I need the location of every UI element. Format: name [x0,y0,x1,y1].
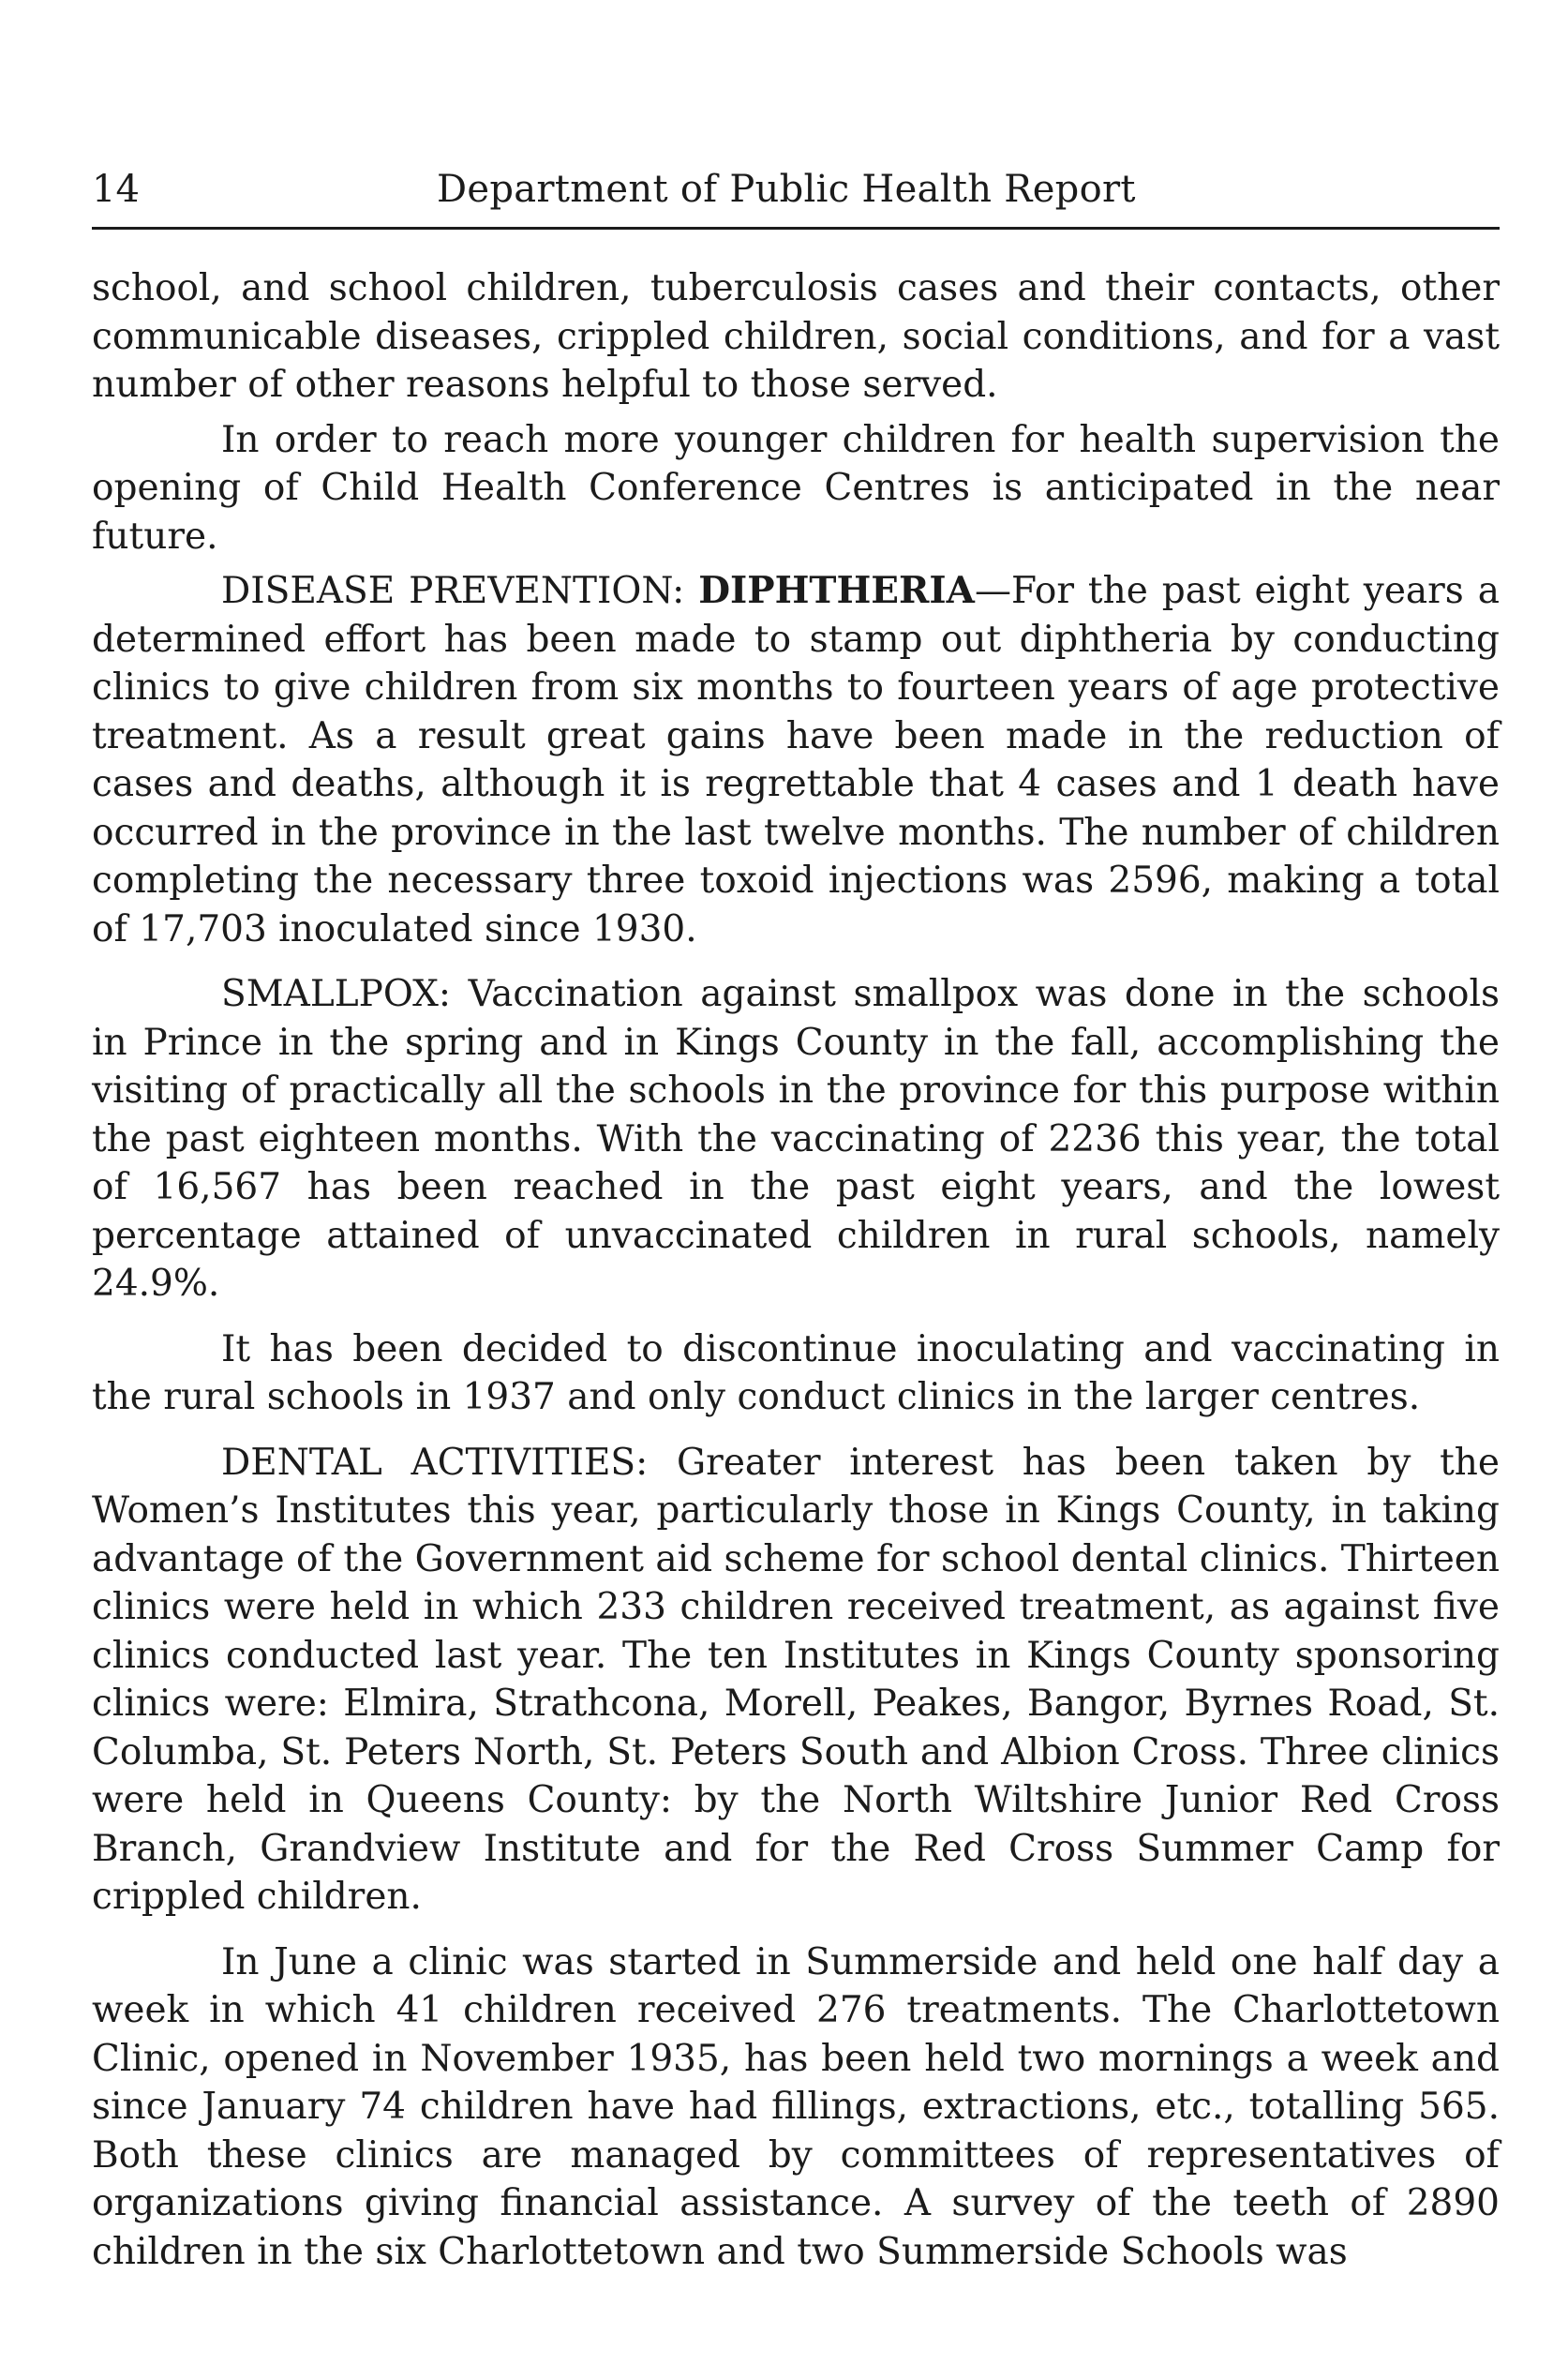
paragraph-text: —For the past eight years a determined effort has been made to stamp out diphtheria by conducting clinics to give children from six months to fourteen years of age protective treatment. As a result great gains have been made in the reduction of cases and deaths, although it is regrettable that 4 cases and 1 death have occurred in the province in the last twelve months. The number of children completing the necessary three toxoid injections was 2596, making a total of 17,703 inoculated since 1930. [92,570,1501,950]
paragraph-discontinue-inoculating [92,1325,1500,1422]
header-rule [92,227,1500,230]
page-number: 14 [92,168,140,211]
section-heading-smallpox: SMALLPOX: [221,973,469,1015]
paragraph-text: school, and school children, tuberculosis cases and their contacts, other communicable diseases, crippled children, social conditions, and for a vast number of other reasons helpful to those served. [92,267,1500,406]
paragraph-smallpox [92,970,1500,1309]
paragraph-continuation [92,264,1500,410]
body-text [92,264,1500,2282]
paragraph-text: Greater interest has been taken by the Women’s Institutes this year, particularly those in Kings County, in taking advantage of the Government aid scheme for school dental clinics. Thirteen clinics were held in which 233 children received treatment, as against five clinics conducted last year. The ten Institutes in Kings County sponsoring clinics were: Elmira, Strathcona, Morell, Peakes, Bangor, Byrnes Road, St. Columba, St. Peters North, St. Peters South and Albion Cross. Three clinics were held in Queens County: by the North Wiltshire Junior Red Cross Branch, Grandview Institute and for the Red Cross Summer Camp for crippled children. [92,1441,1500,1918]
section-heading-dental-activities: DENTAL ACTIVITIES: [221,1441,678,1484]
paragraph-text: It has been decided to discontinue inoculating and vaccinating in the rural schools in 1937 and only conduct clinics in the larger centres. [92,1327,1500,1418]
paragraph-summerside-clinic [92,1938,1500,2277]
running-head: Department of Public Health Report [437,168,1136,211]
paragraph-text: In order to reach more younger children for health supervision the opening of Child Health Conference Centres is anticipated in the near future. [92,418,1500,558]
paragraph-child-health-conference [92,416,1500,561]
paragraph-text: In June a clinic was started in Summerside and held one half day a week in which 41 children received 276 treatments. The Charlottetown Clinic, opened in November 1935, has been held two mornings a week and since January 74 children have had fillings, extractions, etc., totalling 565. Both these clinics are managed by committees of representatives of organizations giving financial assistance. A survey of the teeth of 2890 children in the six Charlottetown and two Summerside Schools was [92,1940,1500,2273]
subheading-diphtheria: DIPHTHERIA [698,569,975,612]
section-heading-disease-prevention: DISEASE PREVENTION: [221,570,699,612]
paragraph-dental-activities [92,1439,1500,1922]
paragraph-text: Vaccination against smallpox was done in the schools in Prince in the spring and in Kings County in the fall, accomplishing the visiting of practically all the schools in the province for this purpose within the past eighteen months. With the vaccinating of 2236 this year, the total of 16,567 has been reached in the past eight years, and the lowest percentage attained of unvaccinated children in rural schools, namely 24.9%. [92,973,1501,1305]
page-header [92,157,1500,225]
paragraph-disease-prevention [92,567,1500,953]
